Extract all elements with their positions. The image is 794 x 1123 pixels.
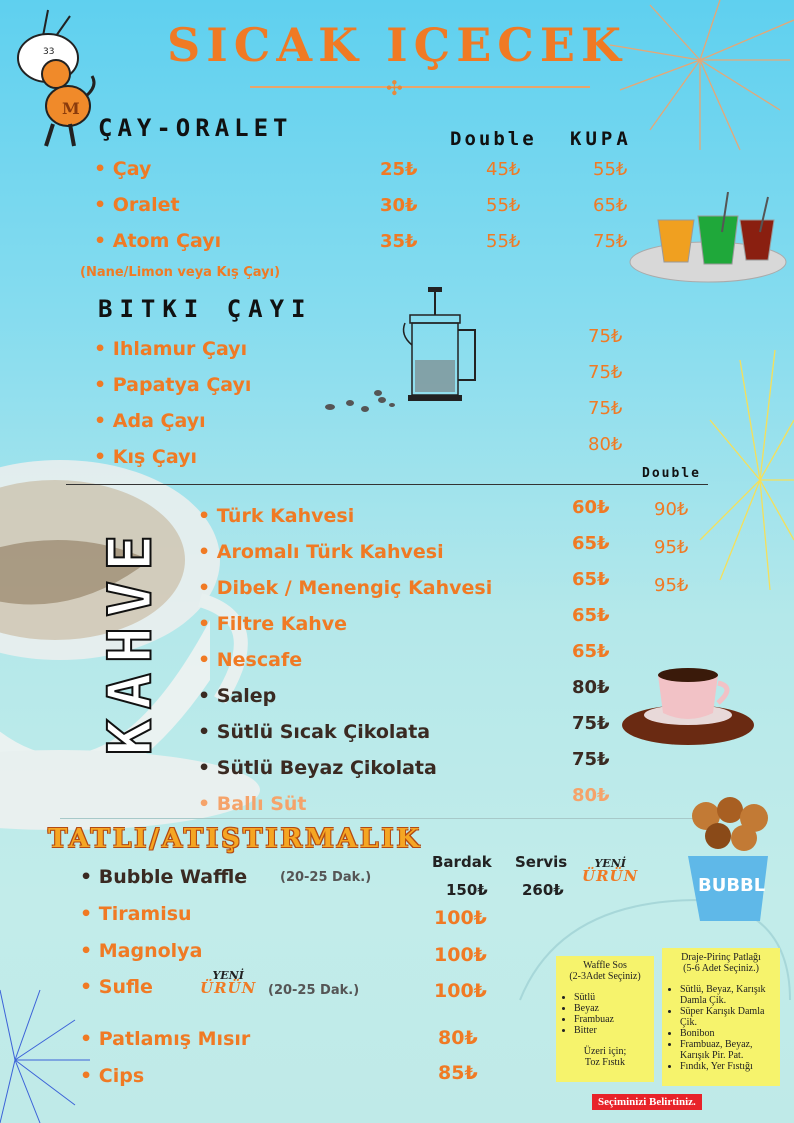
price-double: 45₺ [486,159,521,180]
menu-item: • Aromalı Türk Kahvesi [198,541,444,563]
draje-option: • Fındık, Yer Fıstığı [680,1061,774,1072]
cay-note: (Nane/Limon veya Kış Çayı) [80,265,281,280]
kahve-heading: KAHVE [95,524,165,756]
mascot-letter: M [62,99,80,118]
menu-item: • Nescafe [198,649,303,671]
new-product-badge: YENİ ÜRÜN [200,969,257,997]
page-title: SICAK IÇECEK [167,18,627,72]
price: 35₺ [380,231,418,252]
draje-option: • Frambuaz, Beyaz, Karışık Pir. Pat. [680,1039,774,1061]
menu-item: • Patlamış Mısır [80,1028,251,1050]
menu-item: • Ballı Süt [198,793,307,815]
cay-oralet-heading: ÇAY-ORALET [98,114,293,142]
menu-item: • Atom Çayı [94,230,222,252]
draje-option: • Süper Karışık Damla Çik. [680,1006,774,1028]
price: 75₺ [588,326,623,347]
waffle-sos-box [556,956,654,1082]
menu-item: • Sütlü Sıcak Çikolata [198,721,431,743]
menu-item: • Ada Çayı [94,410,206,432]
coffee-cup-image [618,655,758,755]
price: 75₺ [588,398,623,419]
cup-brand-text: BUBBL [698,875,766,896]
menu-item: • Cips [80,1065,145,1087]
price: 150₺ [446,881,488,899]
french-press-image [320,285,490,415]
price: 75₺ [572,713,610,734]
tatli-divider [60,818,720,819]
col-bardak-label: Bardak [432,853,492,871]
title-divider [250,86,590,88]
draje-subtitle: (5-6 Adet Seçiniz.) [683,963,759,974]
menu-item: • Magnolya [80,940,203,962]
price-double: 55₺ [486,231,521,252]
menu-item: • Bubble Waffle [80,866,248,888]
price: 65₺ [572,533,610,554]
price: 80₺ [438,1027,478,1049]
price: 30₺ [380,195,418,216]
price: 100₺ [434,944,487,966]
new-product-badge: YENİ ÜRÜN [582,857,639,885]
sos-option: • Sütlü [574,992,648,1003]
waffle-sos-title: Waffle Sos [583,960,627,971]
menu-item: • Sufle [80,976,153,998]
sos-footer: Üzeri için; [583,1046,627,1057]
price-double: 95₺ [654,537,689,558]
menu-item: • Kış Çayı [94,446,198,468]
price: 100₺ [434,907,487,929]
tatli-heading: TATLI/ATIŞTIRMALIK [48,824,423,854]
price: 75₺ [572,749,610,770]
draje-box [662,948,780,1086]
price: 65₺ [572,569,610,590]
price: 75₺ [588,362,623,383]
price: 60₺ [572,497,610,518]
draje-title: Draje-Pirinç Patlağı [681,952,761,963]
sos-option: • Bitter [574,1025,648,1036]
ornament-icon: ✣ [386,76,403,100]
price: 85₺ [438,1062,478,1084]
price: 100₺ [434,980,487,1002]
kahve-double-label: Double [642,466,701,481]
sunburst-right [700,350,794,590]
price: 65₺ [572,641,610,662]
item-note: (20-25 Dak.) [268,983,360,998]
price-kupa: 65₺ [593,195,628,216]
price-double: 95₺ [654,575,689,596]
item-note: (20-25 Dak.) [280,870,372,885]
price-double: 90₺ [654,499,689,520]
section-divider [66,484,708,485]
menu-item: • Türk Kahvesi [198,505,355,527]
sunburst-bottom-left [0,990,90,1123]
tea-glasses-image [628,192,788,292]
menu-item: • Oralet [94,194,180,216]
col-double-label: Double [450,128,537,150]
price: 80₺ [588,434,623,455]
bitki-heading: BITKI ÇAYI [98,295,313,323]
col-servis-label: Servis [515,853,568,871]
price: 80₺ [572,677,610,698]
menu-item: • Filtre Kahve [198,613,348,635]
seciminiz-label: Seçiminizi Belirtiniz. [592,1094,702,1110]
col-kupa-label: KUPA [570,128,632,150]
draje-option: • Bonibon [680,1028,774,1039]
menu-item: • Papatya Çayı [94,374,252,396]
menu-item: • Salep [198,685,277,707]
menu-item: • Çay [94,158,152,180]
menu-item: • Tiramisu [80,903,192,925]
menu-item: • Ihlamur Çayı [94,338,248,360]
price-kupa: 55₺ [593,159,628,180]
menu-item: • Dibek / Menengiç Kahvesi [198,577,493,599]
menu-item: • Sütlü Beyaz Çikolata [198,757,437,779]
waffle-sos-subtitle: (2-3Adet Seçiniz) [569,971,641,982]
bubble-waffle-image [678,796,778,926]
sos-option: • Frambuaz [574,1014,648,1025]
draje-option: • Sütlü, Beyaz, Karışık Damla Çik. [680,984,774,1006]
price: 65₺ [572,605,610,626]
sos-footer: Toz Fıstık [584,1057,626,1068]
sos-option: • Beyaz [574,1003,648,1014]
price: 25₺ [380,159,418,180]
price: 80₺ [572,785,610,806]
price-double: 55₺ [486,195,521,216]
price-kupa: 75₺ [593,231,628,252]
price-servis: 260₺ [522,881,564,899]
mascot-number: 33 [43,47,55,57]
